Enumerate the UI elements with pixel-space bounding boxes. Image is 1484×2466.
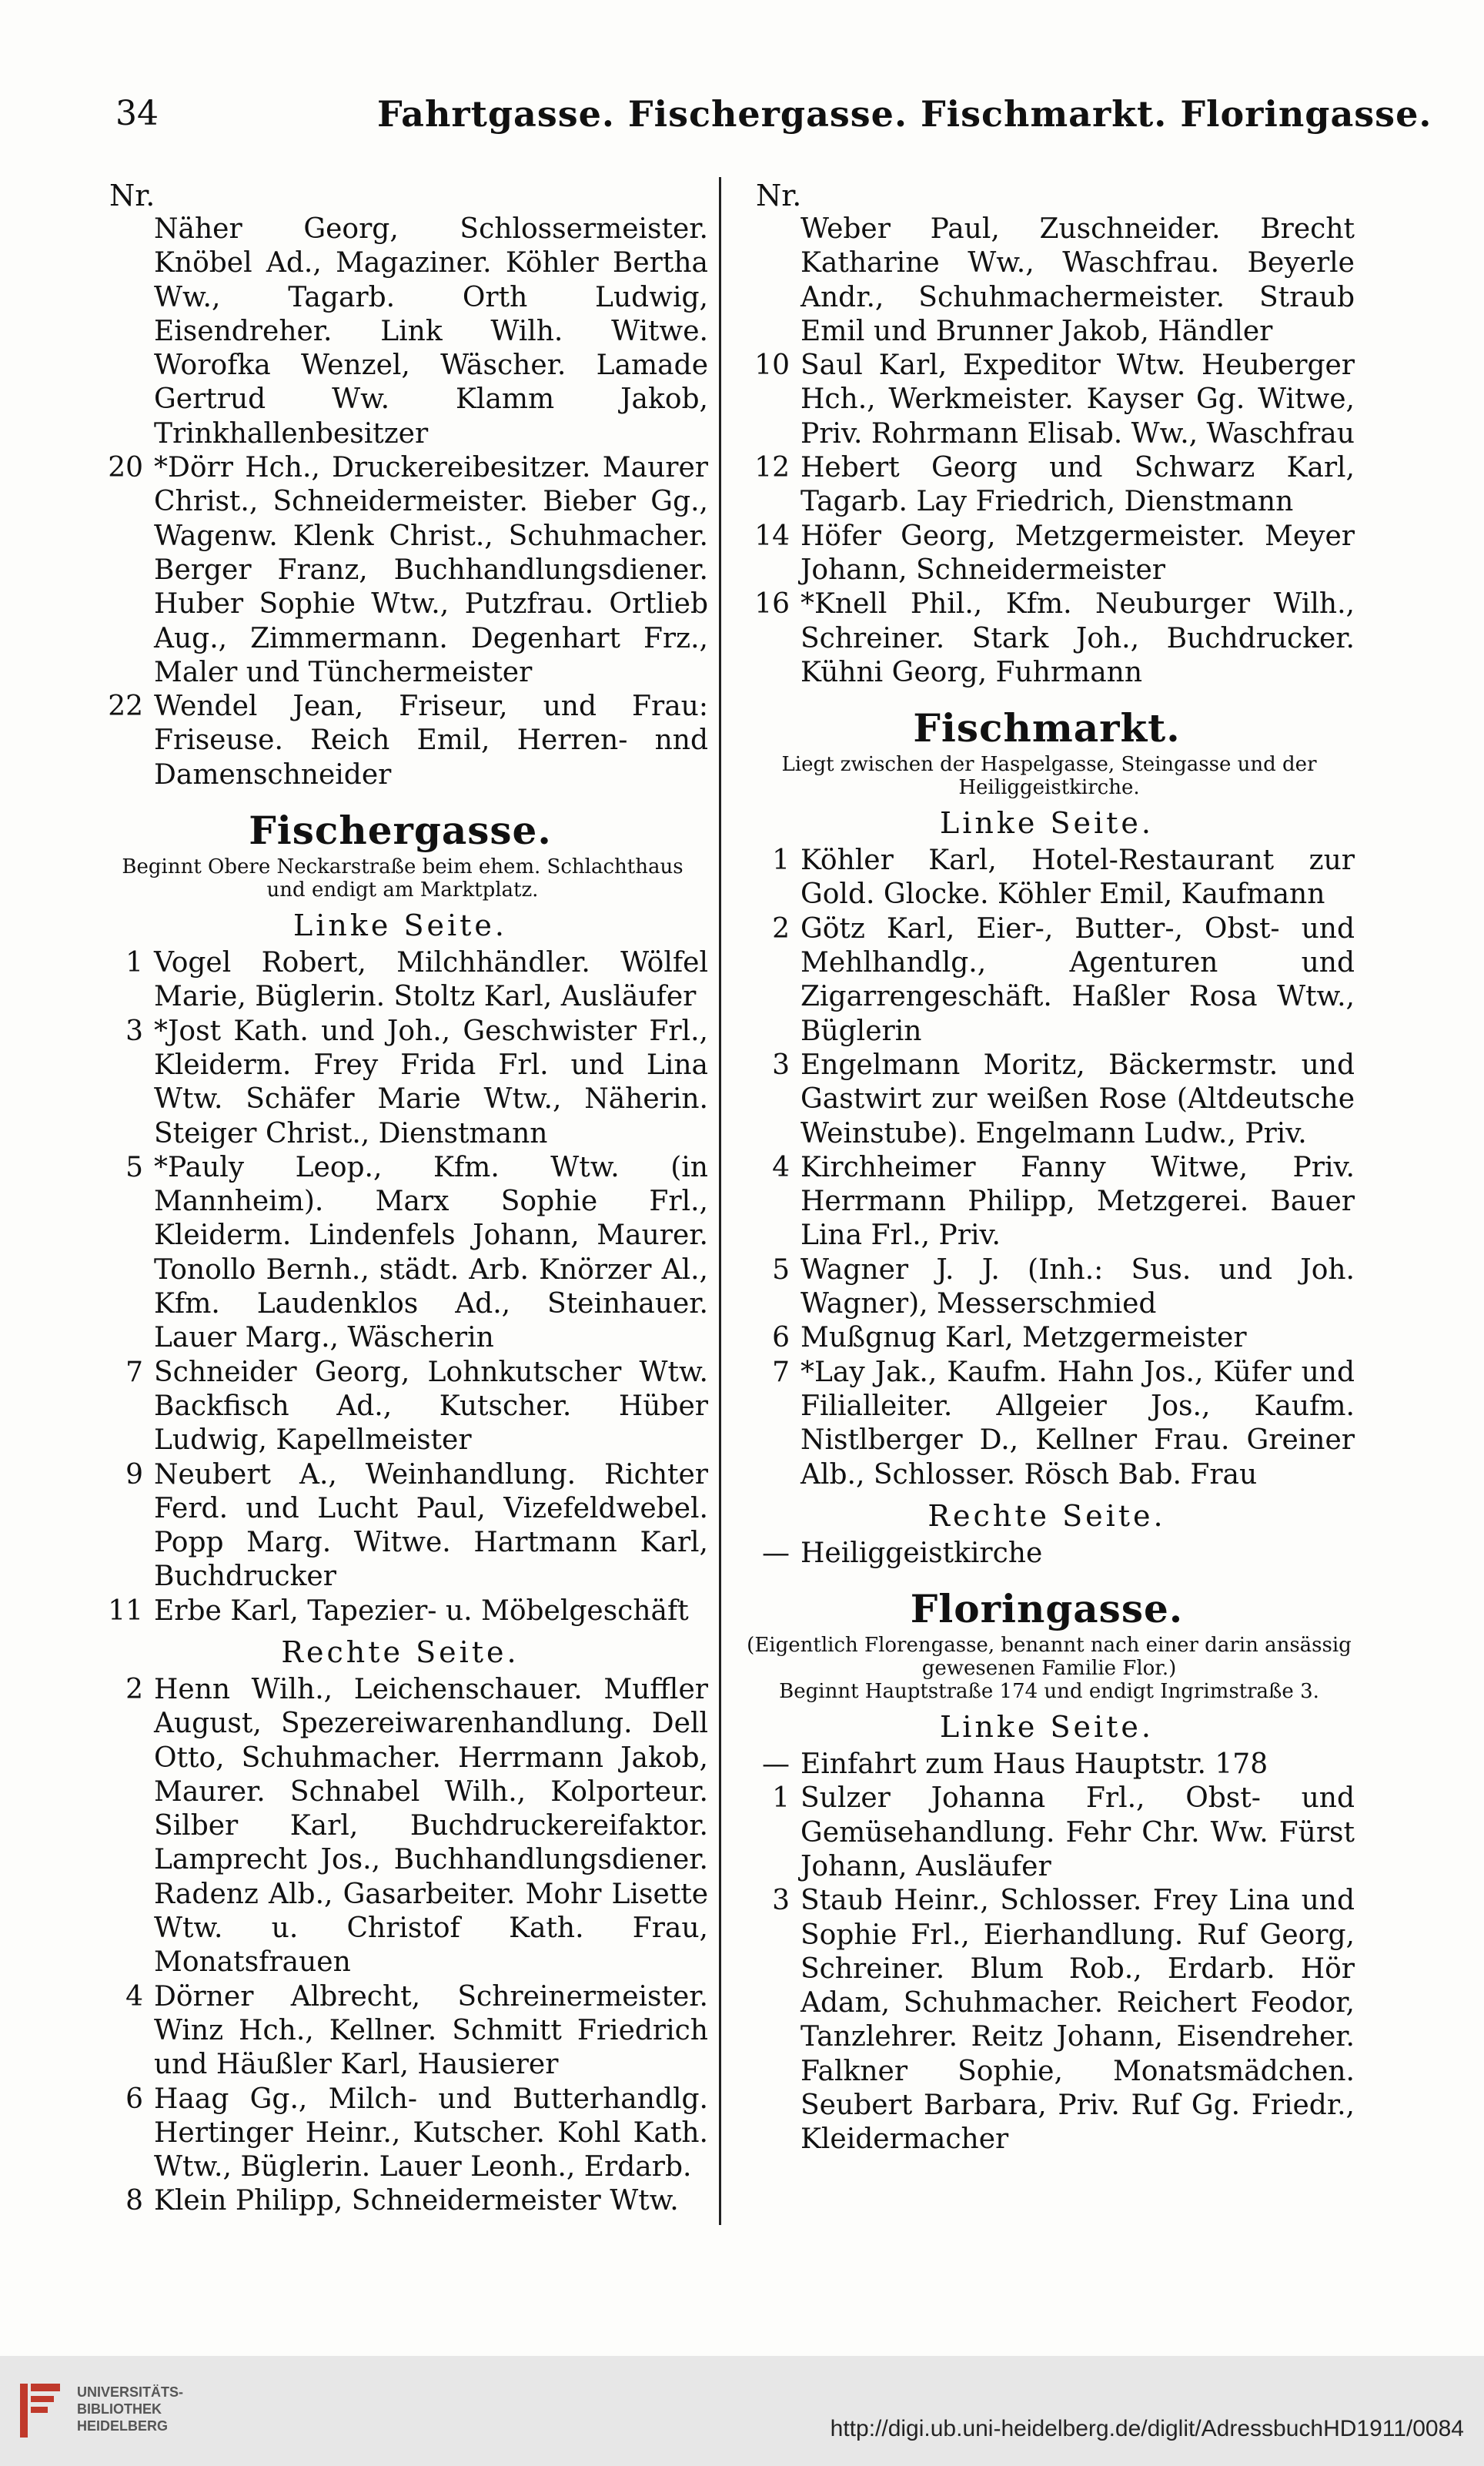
column-divider [719, 177, 721, 2225]
directory-entry [739, 1537, 1355, 1571]
logo-bar [31, 2384, 60, 2391]
page-header [115, 91, 1432, 145]
directory-entry [92, 2083, 708, 2185]
street-description: Beginnt Obere Neckarstraße beim ehem. Schlachthaus und endigt am Marktplatz. [122, 855, 684, 902]
library-logo-icon [17, 2379, 66, 2444]
resident-text: Höfer Georg, Metzgermeister. Meyer Johann, Schneidermeister [800, 520, 1355, 586]
resident-text: Wagner J. J. (Inh.: Sus. und Joh. Wagner), Messerschmied [800, 1253, 1355, 1320]
directory-entry [92, 1594, 708, 1628]
page-number: 34 [115, 94, 159, 133]
resident-text: Näher Georg, Schlossermeister. Knöbel Ad., Magaziner. Köhler Bertha Ww., Tagarb. Orth Ludwig, Eisendreher. Link Wilh. Witwe. Worofka Wenzel, Wäscher. Lamade Gertrud Ww. Klamm Jakob, Trinkhallenbesitzer [154, 213, 708, 450]
house-number: 2 [772, 912, 790, 945]
resident-text: *Knell Phil., Kfm. Neuburger Wilh., Schreiner. Stark Joh., Buchdrucker. Kühni Georg, Fuhrmann [800, 588, 1355, 688]
logo-bar [31, 2396, 54, 2402]
house-number: 1 [772, 1782, 790, 1815]
directory-entry [739, 587, 1355, 690]
house-number: 2 [125, 1673, 143, 1705]
resident-text: Kirchheimer Fanny Witwe, Priv. Herrmann Philipp, Metzgerei. Bauer Lina Frl., Priv. [800, 1151, 1355, 1252]
resident-text: Neubert A., Weinhandlung. Richter Ferd. und Lucht Paul, Vizefeldwebel. Popp Marg. Witwe. Hartmann Karl, Buchdrucker [154, 1458, 708, 1593]
house-number: 8 [125, 2185, 143, 2217]
directory-entry [739, 212, 1355, 349]
house-number: 10 [754, 350, 790, 382]
library-name-line: HEIDELBERG [77, 2418, 169, 2434]
entry-list [92, 946, 708, 1628]
library-name-line: UNIVERSITÄTS- [77, 2384, 184, 2400]
side-label: Linke Seite. [940, 806, 1154, 841]
entry-list [739, 1748, 1355, 2157]
street-title: Floringasse. [910, 1586, 1184, 1632]
resident-text: *Pauly Leop., Kfm. Wtw. (in Mannheim). Marx Sophie Frl., Kleiderm. Lindenfels Johann, Maurer. Tonollo Bernh., städt. Arb. Knörzer Al., Kfm. Laudenklos Ad., Steinhauer. Lauer Marg., Wäscherin [154, 1151, 708, 1354]
directory-entry [739, 451, 1355, 520]
resident-text: Vogel Robert, Milchhändler. Wölfel Marie, Büglerin. Stoltz Karl, Ausläufer [154, 947, 708, 1013]
directory-entry [92, 1015, 708, 1151]
logo-bar [20, 2384, 28, 2438]
house-number: 20 [108, 452, 143, 484]
house-number: 4 [772, 1151, 790, 1183]
resident-text: Einfahrt zum Haus Hauptstr. 178 [800, 1748, 1268, 1781]
resident-text: Erbe Karl, Tapezier- u. Möbelgeschäft [154, 1594, 689, 1627]
directory-entry [92, 1151, 708, 1356]
house-number: 1 [772, 845, 790, 877]
house-number: 3 [772, 1885, 790, 1917]
permalink-url[interactable]: http://digi.ub.uni-heidelberg.de/diglit/AdressbuchHD1911/0084 [830, 2416, 1464, 2441]
left-column [92, 179, 708, 2227]
directory-entry [92, 1458, 708, 1594]
directory-entry [92, 451, 708, 690]
resident-text: Götz Karl, Eier-, Butter-, Obst- und Mehlhandlg., Agenturen und Zigarrengeschäft. Haßler Rosa Wtw., Büglerin [800, 912, 1355, 1047]
house-number: 6 [125, 2083, 143, 2115]
directory-entry [739, 1884, 1355, 2156]
directory-entry [739, 1049, 1355, 1151]
library-name [77, 2384, 183, 2434]
house-number: 16 [754, 588, 790, 621]
street-description: Beginnt Hauptstraße 174 und endigt Ingrimstraße 3. [779, 1680, 1319, 1704]
entry-list [739, 212, 1355, 690]
side-label: Rechte Seite. [281, 1635, 520, 1669]
directory-entry [739, 520, 1355, 588]
resident-text: Schneider Georg, Lohnkutscher Wtw. Backfisch Ad., Kutscher. Hüber Ludwig, Kapellmeister [154, 1356, 708, 1457]
resident-text: Hebert Georg und Schwarz Karl, Tagarb. Lay Friedrich, Dienstmann [800, 452, 1355, 518]
house-number: 14 [754, 520, 790, 552]
directory-entry [92, 1356, 708, 1458]
directory-entry [739, 1321, 1355, 1355]
entry-list [739, 844, 1355, 1492]
nr-label: Nr. [756, 179, 802, 212]
resident-text: *Jost Kath. und Joh., Geschwister Frl., Kleiderm. Frey Frida Frl. und Lina Wtw. Schäfer Marie Wtw., Näherin. Steiger Christ., Dienstmann [154, 1015, 708, 1149]
house-number: 5 [772, 1253, 790, 1286]
directory-entry [92, 212, 708, 451]
resident-text: Haag Gg., Milch- und Butterhandlg. Hertinger Heinr., Kutscher. Kohl Kath. Wtw., Büglerin. Lauer Leonh., Erdarb. [154, 2083, 708, 2183]
resident-text: Mußgnug Karl, Metzgermeister [800, 1322, 1247, 1354]
logo-bar [31, 2407, 48, 2413]
house-number: — [762, 1748, 790, 1781]
side-label: Linke Seite. [293, 908, 507, 943]
directory-entry [92, 1980, 708, 2083]
house-number: — [762, 1537, 790, 1569]
entry-list [92, 212, 708, 792]
resident-text: Engelmann Moritz, Bäckermstr. und Gastwirt zur weißen Rose (Altdeutsche Weinstube). Engelmann Ludw., Priv. [800, 1049, 1355, 1149]
entry-list [92, 1673, 708, 2219]
resident-text: Köhler Karl, Hotel-Restaurant zur Gold. Glocke. Köhler Emil, Kaufmann [800, 845, 1355, 911]
street-description: Liegt zwischen der Haspelgasse, Steingasse und der Heiliggeistkirche. [781, 753, 1317, 800]
directory-entry [92, 946, 708, 1015]
resident-text: *Lay Jak., Kaufm. Hahn Jos., Küfer und Filialleiter. Allgeier Jos., Kaufm. Nistlberger D., Kellner Frau. Greiner Alb., Schlosser. Rösch Bab. Frau [800, 1356, 1355, 1491]
house-number: 3 [772, 1049, 790, 1081]
directory-entry [92, 690, 708, 792]
house-number: 12 [754, 452, 790, 484]
directory-entry [739, 1253, 1355, 1322]
resident-text: Weber Paul, Zuschneider. Brecht Katharine Ww., Waschfrau. Beyerle Andr., Schuhmachermeister. Straub Emil und Brunner Jakob, Händler [800, 213, 1355, 347]
resident-text: Heiliggeistkirche [800, 1537, 1043, 1569]
entry-list [739, 1537, 1355, 1571]
street-title: Fischmarkt. [913, 705, 1181, 751]
library-footer [0, 2356, 1484, 2466]
house-number: 3 [125, 1015, 143, 1047]
directory-entry [92, 1673, 708, 1980]
nr-label: Nr. [109, 179, 155, 212]
resident-text: Sulzer Johanna Frl., Obst- und Gemüsehandlung. Fehr Chr. Ww. Fürst Johann, Ausläufer [800, 1782, 1355, 1882]
side-label: Rechte Seite. [928, 1498, 1166, 1533]
right-column [739, 179, 1355, 2227]
house-number: 6 [772, 1322, 790, 1354]
house-number: 5 [125, 1151, 143, 1183]
resident-text: Dörner Albrecht, Schreinermeister. Winz Hch., Kellner. Schmitt Friedrich und Häußler Karl, Hausierer [154, 1980, 708, 2081]
house-number: 9 [125, 1458, 143, 1491]
street-description: (Eigentlich Florengasse, benannt nach einer darin ansässig gewesenen Familie Flor.) [747, 1634, 1352, 1681]
resident-text: Staub Heinr., Schlosser. Frey Lina und Sophie Frl., Eierhandlung. Ruf Georg, Schreiner. Blum Rob., Erdarb. Hör Adam, Schuhmacher. Reichert Feodor, Tanzlehrer. Reitz Johann, Eisendreher. Falkner Sophie, Monatsmädchen. Seubert Barbara, Priv. Ruf Gg. Friedr., Kleidermacher [800, 1885, 1355, 2156]
house-number: 7 [125, 1356, 143, 1388]
house-number: 22 [108, 691, 143, 723]
directory-entry [739, 1151, 1355, 1253]
house-number: 4 [125, 1980, 143, 2013]
directory-entry [739, 844, 1355, 912]
street-title: Fischergasse. [249, 808, 552, 854]
directory-entry [739, 349, 1355, 451]
directory-entry [739, 1356, 1355, 1492]
directory-entry [739, 1782, 1355, 1884]
resident-text: Henn Wilh., Leichenschauer. Muffler August, Spezereiwarenhandlung. Dell Otto, Schuhmacher. Herrmann Jakob, Maurer. Schnabel Wilh., Kolporteur. Silber Karl, Buchdruckereifaktor. Lamprecht Jos., Buchhandlungsdiener. Radenz Alb., Gasarbeiter. Mohr Lisette Wtw. u. Christof Kath. Frau, Monatsfrauen [154, 1673, 708, 1979]
house-number: 7 [772, 1356, 790, 1388]
house-number: 11 [108, 1594, 143, 1627]
resident-text: Saul Karl, Expeditor Wtw. Heuberger Hch., Werkmeister. Kayser Gg. Witwe, Priv. Rohrmann Elisab. Ww., Waschfrau [800, 350, 1355, 450]
running-title: Fahrtgasse. Fischergasse. Fischmarkt. Floringasse. [377, 93, 1432, 135]
resident-text: Klein Philipp, Schneidermeister Wtw. [154, 2185, 679, 2217]
library-name-line: BIBLIOTHEK [77, 2401, 162, 2417]
directory-entry [739, 912, 1355, 1049]
directory-entry [92, 2184, 708, 2218]
resident-text: *Dörr Hch., Druckereibesitzer. Maurer Christ., Schneidermeister. Bieber Gg., Wagenw. Klenk Christ., Schuhmacher. Berger Franz, Buchhandlungsdiener. Huber Sophie Wtw., Putzfrau. Ortlieb Aug., Zimmermann. Degenhart Frz., Maler und Tünchermeister [154, 452, 708, 688]
side-label: Linke Seite. [940, 1710, 1154, 1745]
directory-entry [739, 1748, 1355, 1782]
resident-text: Wendel Jean, Friseur, und Frau: Friseuse. Reich Emil, Herren- nnd Damenschneider [154, 691, 708, 791]
house-number: 1 [125, 947, 143, 979]
